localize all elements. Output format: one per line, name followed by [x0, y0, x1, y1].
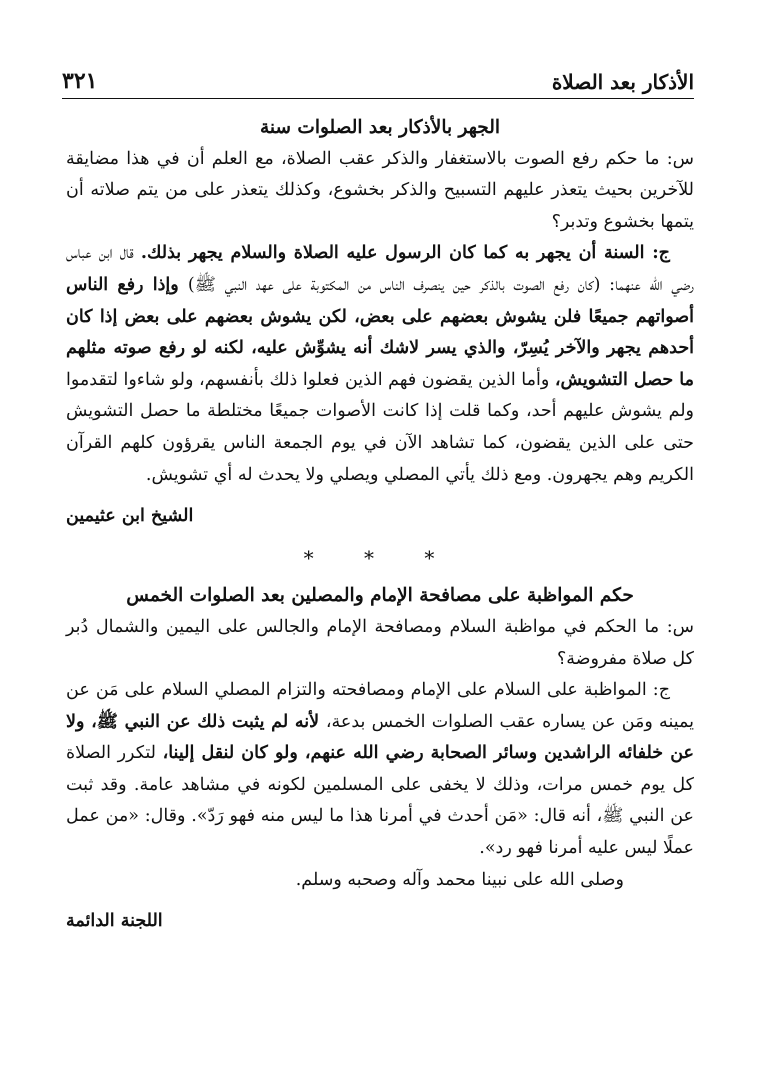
page-header — [62, 64, 694, 94]
section1-answer-part1: ج: السنة أن يجهر به كما كان الرسول عليه الصلاة والسلام يجهر بذلك. — [140, 243, 670, 264]
page-body — [66, 112, 694, 938]
section2-answer-part1: ج: المواظبة على السلام على الإمام ومصافحته والتزام المصلي السلام على مَن عن يمينه ومَن عن يساره عقب الصلوات الخمس بدعة، — [66, 680, 694, 732]
section2-signature: اللجنة الدائمة — [66, 911, 163, 932]
header-rule — [62, 98, 694, 99]
section2-closing: وصلى الله على نبينا محمد وآله وصحبه وسلم. — [295, 869, 624, 890]
page-number: ٣٢١ — [62, 68, 98, 94]
section2-answer-part3: لتكرر الصلاة كل يوم خمس مرات، وذلك لا يخفى على المسلمين لكونه في مشاهد عامة. وقد ثبت عن النبي ﷺ، أنه قال: «مَن أحدث في أمرنا هذا ما ليس منه فهو رَدّ». وقال: «من عمل عملًا ليس عليه أمرنا فهو رد». — [66, 743, 694, 859]
running-title: الأذكار بعد الصلاة — [551, 70, 694, 94]
section1-answer-part4: وأما الذين يقضون فهم الذين فعلوا ذلك بأنفسهم، ولو شاءوا لتقدموا ولم يشوش عليهم أحد، وكما قلت إذا كانت الأصوات جميعًا مختلطة ما حصل التشويش حتى على الذين يقضون، كما تشاهد الآن في يوم الجمعة الناس يقرؤون كلهم القرآن الكريم وهم يجهرون. ومع ذلك يأتي المصلي ويصلي ولا يحدث له أي تشويش. — [66, 369, 694, 485]
section1-answer-part3: وإذا رفع الناس أصواتهم جميعًا فلن يشوش بعضهم على بعض، لكن يشوش بعضهم على بعض إذا كان أحدهم يجهر والآخر يُسِرّ، والذي يسر لاشك أنه يشوِّش عليه، لكنه لو رفع صوته مثلهم ما حصل التشويش، — [66, 274, 694, 390]
section2-heading: حكم المواظبة على مصافحة الإمام والمصلين بعد الصلوات الخمس — [126, 585, 634, 607]
section2-answer-part2: لأنه لم يثبت ذلك عن النبي ﷺ، ولا عن خلفائه الراشدين وسائر الصحابة رضي الله عنهم، ولو كان لنقل إلينا، — [66, 711, 694, 764]
section1-question: س: ما حكم رفع الصوت بالاستغفار والذكر عقب الصلاة، مع العلم أن في هذا مضايقة للآخرين بحيث يتعذر عليهم التسبيح والذكر بخشوع، وكذلك يتعذر على من يتم صلاته أن يتمها بخشوع وتدبر؟ — [66, 148, 694, 232]
section2-answer — [66, 675, 694, 865]
section1-heading: الجهر بالأذكار بعد الصلوات سنة — [259, 117, 500, 138]
section1-answer — [66, 238, 694, 491]
section1-signature: الشيخ ابن عثيمين — [66, 506, 194, 527]
section2-question: س: ما الحكم في مواظبة السلام ومصافحة الإمام والجالس على اليمين والشمال دُبر كل صلاة مفروضة؟ — [66, 616, 694, 669]
section-separator: * * * — [303, 545, 457, 570]
section1-answer-part2: قال ابن عباس رضي الله عنهما: (كان رفع الصوت بالذكر حين ينصرف الناس من المكتوبة على عهد النبي ﷺ) — [66, 243, 695, 295]
